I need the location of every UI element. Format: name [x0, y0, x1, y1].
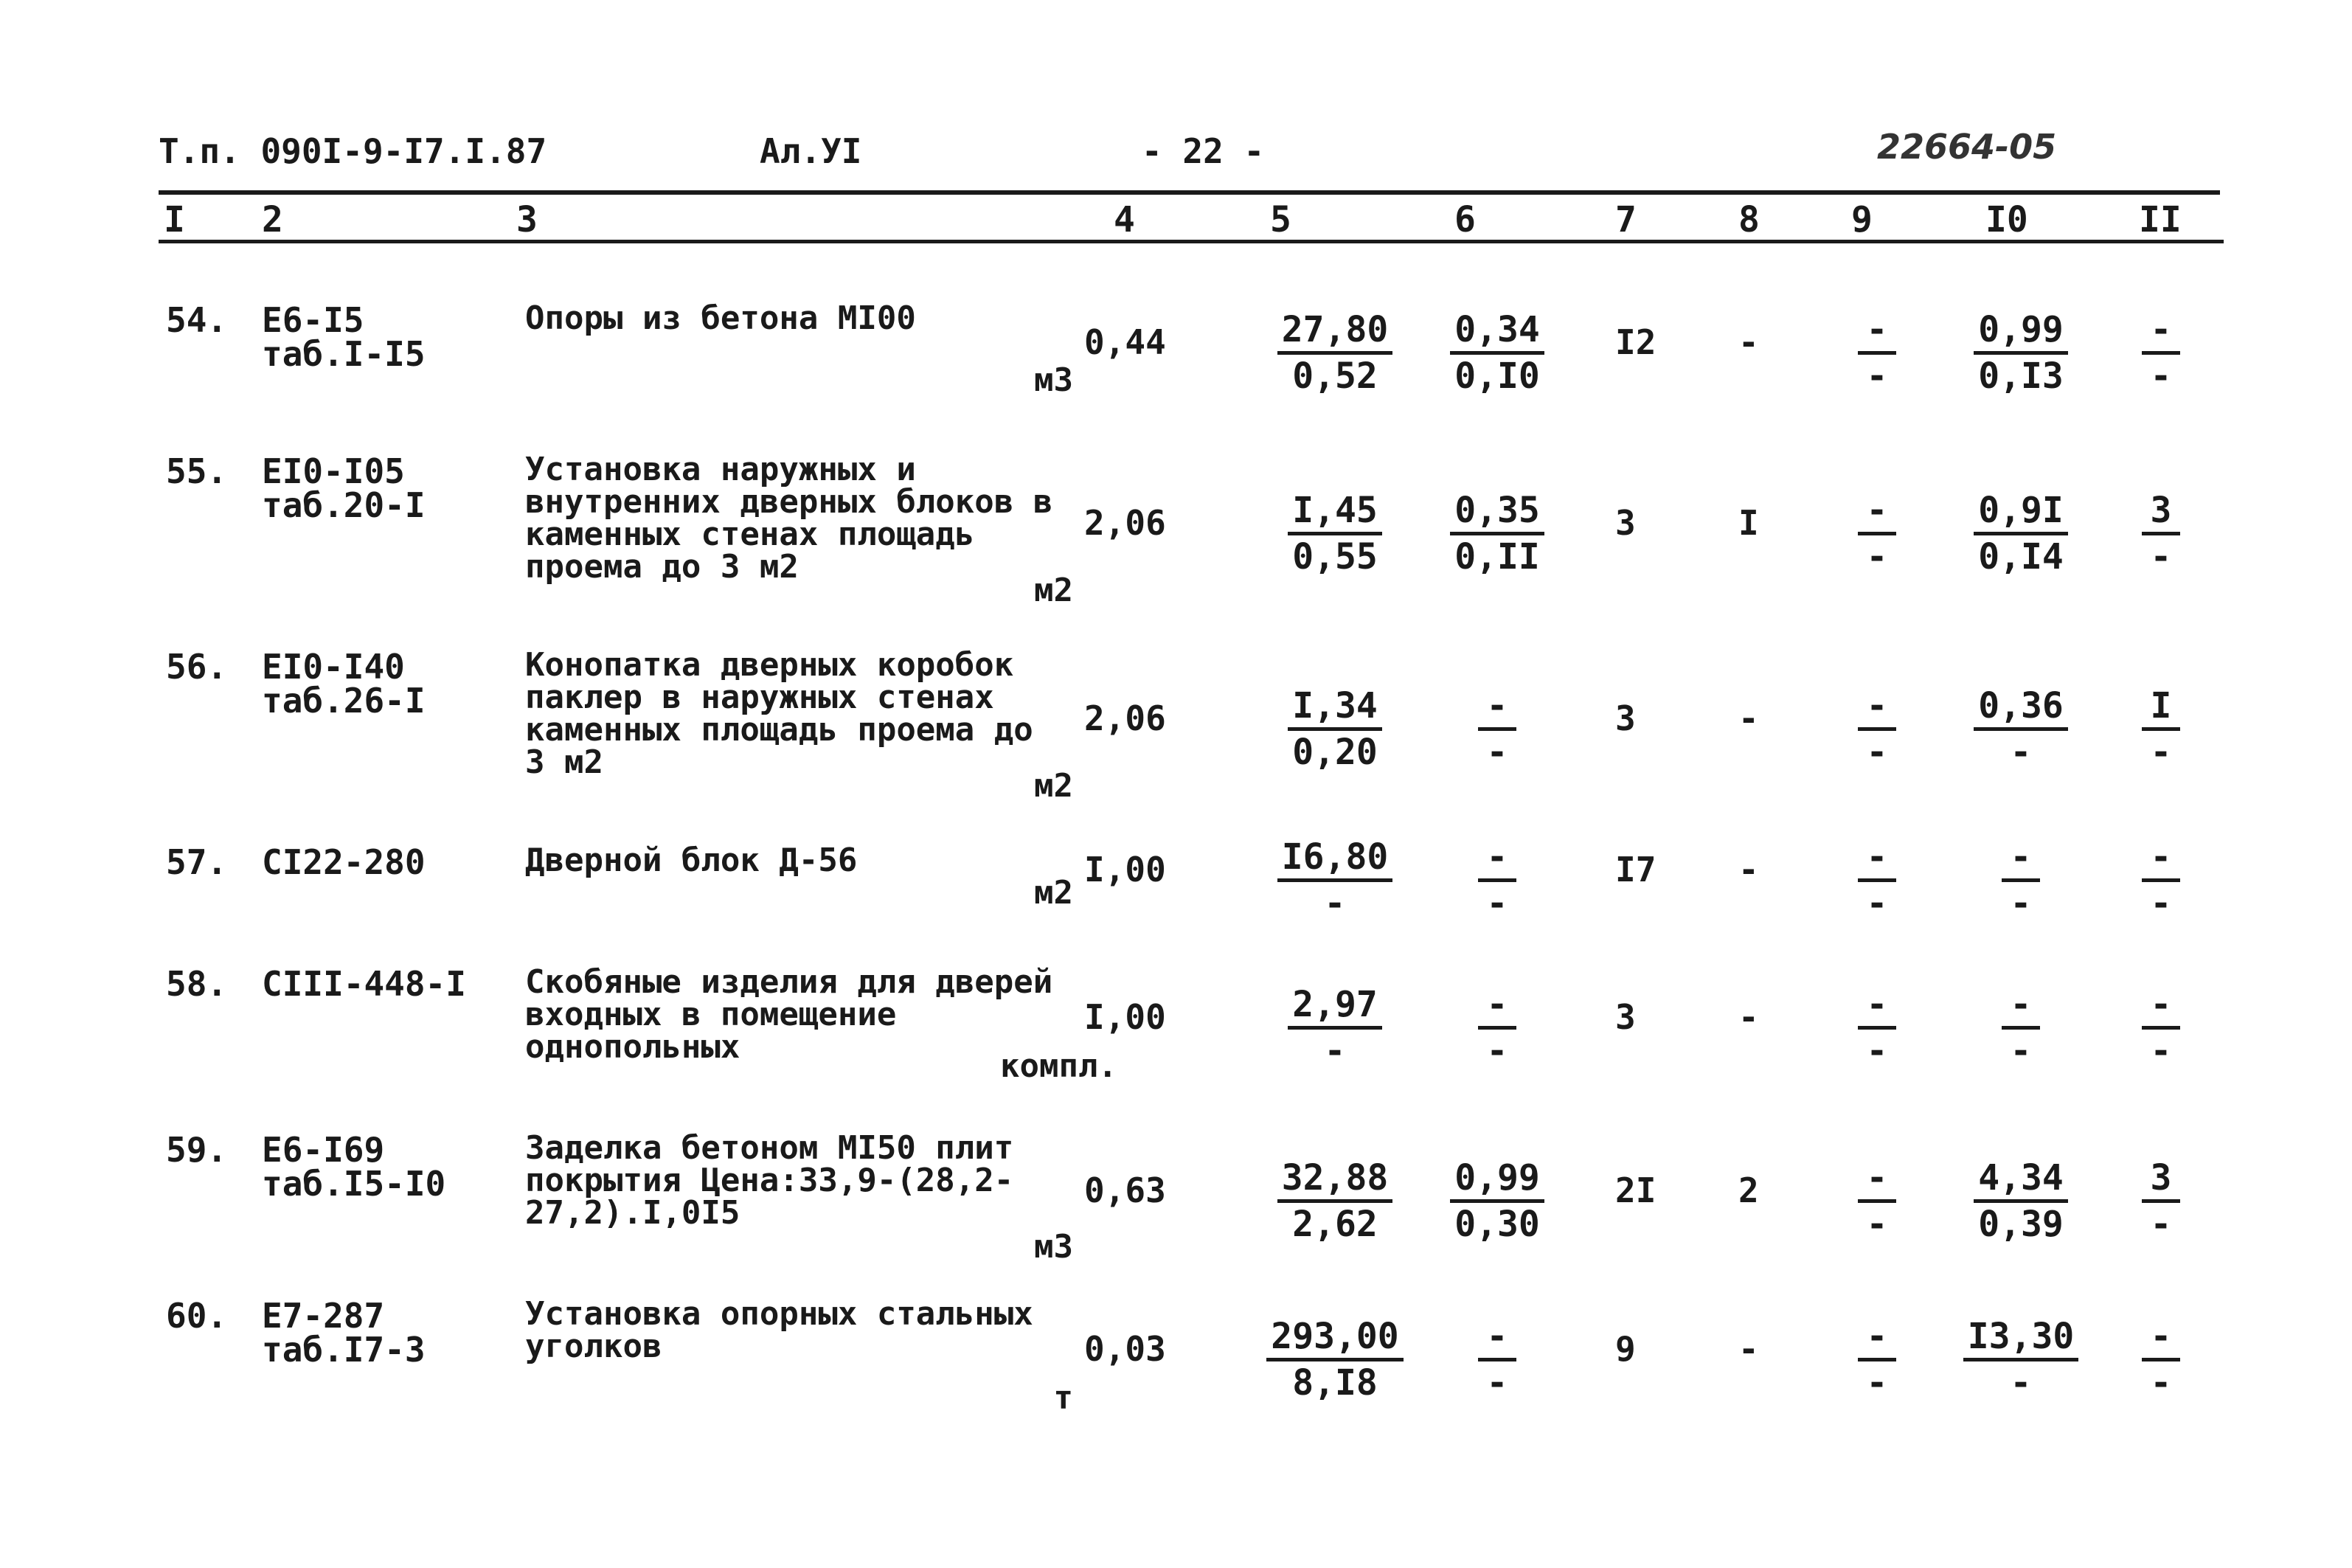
column-10-value-numerator: 0,9I — [1974, 489, 2068, 535]
work-description: Конопатка дверных коробок паклер в наружных стенах каменных площадь проема до 3 м2 — [525, 646, 1033, 781]
album-number: Ал.УI — [760, 131, 862, 171]
wage-cost-denominator: 0,30 — [1454, 1204, 1540, 1245]
quantity: 0,03 — [1084, 1329, 1166, 1369]
wage-cost-numerator: - — [1478, 983, 1516, 1030]
unit-cost — [1261, 1315, 1409, 1404]
quantity: 2,06 — [1084, 503, 1166, 543]
unit-of-measure: м2 — [1034, 874, 1073, 912]
column-11-value — [2117, 684, 2205, 774]
column-8-value: - — [1738, 997, 1759, 1037]
wage-cost — [1435, 836, 1560, 925]
column-11-value-numerator: - — [2142, 983, 2180, 1030]
column-9-value-numerator: - — [1858, 1156, 1896, 1203]
unit-of-measure: м3 — [1034, 361, 1073, 399]
column-number: II — [2139, 199, 2182, 240]
total-cost: 2I — [1615, 1170, 1657, 1210]
unit-cost-denominator: 0,55 — [1292, 536, 1378, 577]
row-number: 59. — [166, 1130, 228, 1170]
column-10-value — [1958, 1156, 2084, 1246]
total-cost: 3 — [1615, 997, 1636, 1037]
column-10-value — [1958, 1315, 2084, 1404]
column-11-value-numerator: I — [2142, 684, 2180, 731]
column-11-value — [2117, 1156, 2205, 1246]
wage-cost-denominator: 0,I0 — [1454, 355, 1540, 397]
column-10-value-denominator: 0,39 — [1978, 1204, 2064, 1245]
row-number: 57. — [166, 842, 228, 882]
norm-code: таб.26-I — [262, 681, 426, 721]
total-cost: 3 — [1615, 698, 1636, 738]
norm-code: СIII-448-I — [262, 964, 466, 1004]
unit-cost — [1261, 1156, 1409, 1246]
column-number: I0 — [1985, 199, 2028, 240]
column-9-value-denominator: - — [1866, 536, 1888, 577]
norm-code: таб.I5-I0 — [262, 1164, 446, 1204]
row-number: 58. — [166, 964, 228, 1004]
quantity: I,00 — [1084, 850, 1166, 889]
wage-cost — [1435, 489, 1560, 578]
unit-of-measure: м2 — [1034, 572, 1073, 609]
row-number: 54. — [166, 300, 228, 340]
unit-cost — [1261, 836, 1409, 925]
row-number: 60. — [166, 1296, 228, 1336]
column-11-value — [2117, 1315, 2205, 1404]
column-9-value-denominator: - — [1866, 1030, 1888, 1072]
unit-of-measure: м3 — [1034, 1228, 1073, 1266]
norm-code: СI22-280 — [262, 842, 426, 882]
unit-cost-numerator: I,45 — [1288, 489, 1382, 535]
column-9-value-numerator: - — [1858, 684, 1896, 731]
column-10-value-denominator: 0,I3 — [1978, 355, 2064, 397]
wage-cost — [1435, 983, 1560, 1072]
unit-cost — [1261, 684, 1409, 774]
column-9-value-denominator: - — [1866, 355, 1888, 397]
column-11-value — [2117, 308, 2205, 398]
column-11-value-denominator: - — [2150, 732, 2172, 773]
column-10-value — [1958, 684, 2084, 774]
unit-cost-numerator: I,34 — [1288, 684, 1382, 731]
column-9-value — [1829, 684, 1925, 774]
column-9-value — [1829, 1315, 1925, 1404]
column-11-value-denominator: - — [2150, 1362, 2172, 1404]
column-10-value-numerator: 0,99 — [1974, 308, 2068, 355]
column-11-value — [2117, 983, 2205, 1072]
column-number: 6 — [1454, 199, 1476, 240]
wage-cost — [1435, 1156, 1560, 1246]
total-cost: 3 — [1615, 503, 1636, 543]
work-description: Установка опорных стальных уголков — [525, 1295, 1033, 1365]
quantity: 2,06 — [1084, 698, 1166, 738]
unit-cost — [1261, 983, 1409, 1072]
column-11-value-numerator: - — [2142, 836, 2180, 882]
column-11-value-numerator: - — [2142, 308, 2180, 355]
work-description: Опоры из бетона МI00 — [525, 299, 916, 337]
unit-cost-denominator: 0,52 — [1292, 355, 1378, 397]
column-number: 7 — [1615, 199, 1637, 240]
column-9-value — [1829, 836, 1925, 925]
unit-cost-numerator: 2,97 — [1288, 983, 1382, 1030]
norm-code: Е6-I69 — [262, 1130, 385, 1170]
unit-cost — [1261, 489, 1409, 578]
total-cost: I2 — [1615, 322, 1657, 362]
column-9-value-numerator: - — [1858, 1315, 1896, 1361]
column-number: 4 — [1114, 199, 1135, 240]
column-9-value — [1829, 489, 1925, 578]
column-9-value-numerator: - — [1858, 489, 1896, 535]
column-10-value — [1958, 836, 2084, 925]
wage-cost-numerator: 0,35 — [1450, 489, 1544, 535]
column-8-value: - — [1738, 1329, 1759, 1369]
wage-cost-numerator: - — [1478, 1315, 1516, 1361]
column-11-value-denominator: - — [2150, 1204, 2172, 1245]
wage-cost-numerator: - — [1478, 836, 1516, 882]
unit-cost-numerator: 32,88 — [1277, 1156, 1393, 1203]
wage-cost-numerator: 0,34 — [1450, 308, 1544, 355]
column-10-value-numerator: 0,36 — [1974, 684, 2068, 731]
column-11-value — [2117, 489, 2205, 578]
quantity: 0,63 — [1084, 1170, 1166, 1210]
column-8-value: - — [1738, 698, 1759, 738]
column-10-value-denominator: - — [2010, 1362, 2032, 1404]
norm-code: ЕI0-I05 — [262, 451, 405, 491]
wage-cost-denominator: 0,II — [1454, 536, 1540, 577]
wage-cost — [1435, 684, 1560, 774]
table-top-rule — [159, 190, 2220, 195]
norm-code: ЕI0-I40 — [262, 647, 405, 687]
column-10-value-numerator: - — [2002, 983, 2040, 1030]
column-9-value-numerator: - — [1858, 308, 1896, 355]
unit-cost-denominator: 0,20 — [1292, 732, 1378, 773]
wage-cost-denominator: - — [1486, 1362, 1508, 1404]
wage-cost-numerator: 0,99 — [1450, 1156, 1544, 1203]
work-description: Дверной блок Д-56 — [525, 842, 858, 879]
unit-cost-numerator: 27,80 — [1277, 308, 1393, 355]
page-number: - 22 - — [1142, 131, 1265, 171]
norm-code: Е6-I5 — [262, 300, 364, 340]
column-9-value — [1829, 983, 1925, 1072]
column-8-value: - — [1738, 850, 1759, 889]
unit-cost-denominator: - — [1324, 883, 1346, 924]
column-10-value-numerator: - — [2002, 836, 2040, 882]
work-description: Скобяные изделия для дверей входных в помещение однопольных — [525, 963, 1053, 1066]
column-10-value-denominator: 0,I4 — [1978, 536, 2064, 577]
work-description: Установка наружных и внутренних дверных блоков в каменных стенах площадь проема до 3 м2 — [525, 451, 1053, 586]
column-8-value: 2 — [1738, 1170, 1759, 1210]
column-10-value — [1958, 983, 2084, 1072]
norm-code: Е7-287 — [262, 1296, 385, 1336]
column-10-value-denominator: - — [2010, 1030, 2032, 1072]
column-9-value — [1829, 1156, 1925, 1246]
column-11-value-denominator: - — [2150, 536, 2172, 577]
unit-cost-denominator: 2,62 — [1292, 1204, 1378, 1245]
total-cost: 9 — [1615, 1329, 1636, 1369]
wage-cost — [1435, 308, 1560, 398]
column-10-value-denominator: - — [2010, 732, 2032, 773]
wage-cost-denominator: - — [1486, 883, 1508, 924]
column-11-value-denominator: - — [2150, 1030, 2172, 1072]
wage-cost-denominator: - — [1486, 732, 1508, 773]
quantity: 0,44 — [1084, 322, 1166, 362]
unit-of-measure: компл. — [1000, 1047, 1117, 1085]
column-11-value-numerator: 3 — [2142, 1156, 2180, 1203]
column-10-value — [1958, 489, 2084, 578]
column-11-value-numerator: 3 — [2142, 489, 2180, 535]
norm-code: таб.I7-3 — [262, 1330, 426, 1370]
column-8-value: - — [1738, 322, 1759, 362]
doc-code: Т.п. 090I-9-I7.I.87 — [159, 131, 547, 171]
unit-cost — [1261, 308, 1409, 398]
column-10-value-numerator: I3,30 — [1963, 1315, 2079, 1361]
wage-cost-denominator: - — [1486, 1030, 1508, 1072]
column-11-value — [2117, 836, 2205, 925]
column-number: 5 — [1270, 199, 1291, 240]
unit-cost-denominator: 8,I8 — [1292, 1362, 1378, 1404]
column-number: 8 — [1738, 199, 1760, 240]
column-8-value: I — [1738, 503, 1759, 543]
column-9-value-denominator: - — [1866, 732, 1888, 773]
quantity: I,00 — [1084, 997, 1166, 1037]
column-11-value-denominator: - — [2150, 883, 2172, 924]
column-9-value — [1829, 308, 1925, 398]
unit-of-measure: т — [1053, 1379, 1073, 1417]
unit-of-measure: м2 — [1034, 767, 1073, 805]
row-number: 55. — [166, 451, 228, 491]
column-11-value-numerator: - — [2142, 1315, 2180, 1361]
column-number: 2 — [262, 199, 283, 240]
norm-code: таб.20-I — [262, 485, 426, 525]
unit-cost-numerator: I6,80 — [1277, 836, 1393, 882]
column-11-value-denominator: - — [2150, 355, 2172, 397]
inventory-stamp: 22664-05 — [1877, 127, 2057, 167]
column-10-value — [1958, 308, 2084, 398]
column-9-value-denominator: - — [1866, 883, 1888, 924]
wage-cost-numerator: - — [1478, 684, 1516, 731]
column-9-value-denominator: - — [1866, 1362, 1888, 1404]
total-cost: I7 — [1615, 850, 1657, 889]
column-number: I — [164, 199, 185, 240]
work-description: Заделка бетоном МI50 плит покрытия Цена:33,9-(28,2-27,2).I,0I5 — [525, 1129, 1014, 1232]
column-9-value-numerator: - — [1858, 836, 1896, 882]
column-10-value-denominator: - — [2010, 883, 2032, 924]
column-10-value-numerator: 4,34 — [1974, 1156, 2068, 1203]
wage-cost — [1435, 1315, 1560, 1404]
unit-cost-denominator: - — [1324, 1030, 1346, 1072]
column-number: 3 — [516, 199, 538, 240]
column-9-value-denominator: - — [1866, 1204, 1888, 1245]
norm-code: таб.I-I5 — [262, 334, 426, 374]
column-number: 9 — [1851, 199, 1873, 240]
row-number: 56. — [166, 647, 228, 687]
column-9-value-numerator: - — [1858, 983, 1896, 1030]
unit-cost-numerator: 293,00 — [1266, 1315, 1403, 1361]
column-header-rule — [159, 240, 2224, 243]
